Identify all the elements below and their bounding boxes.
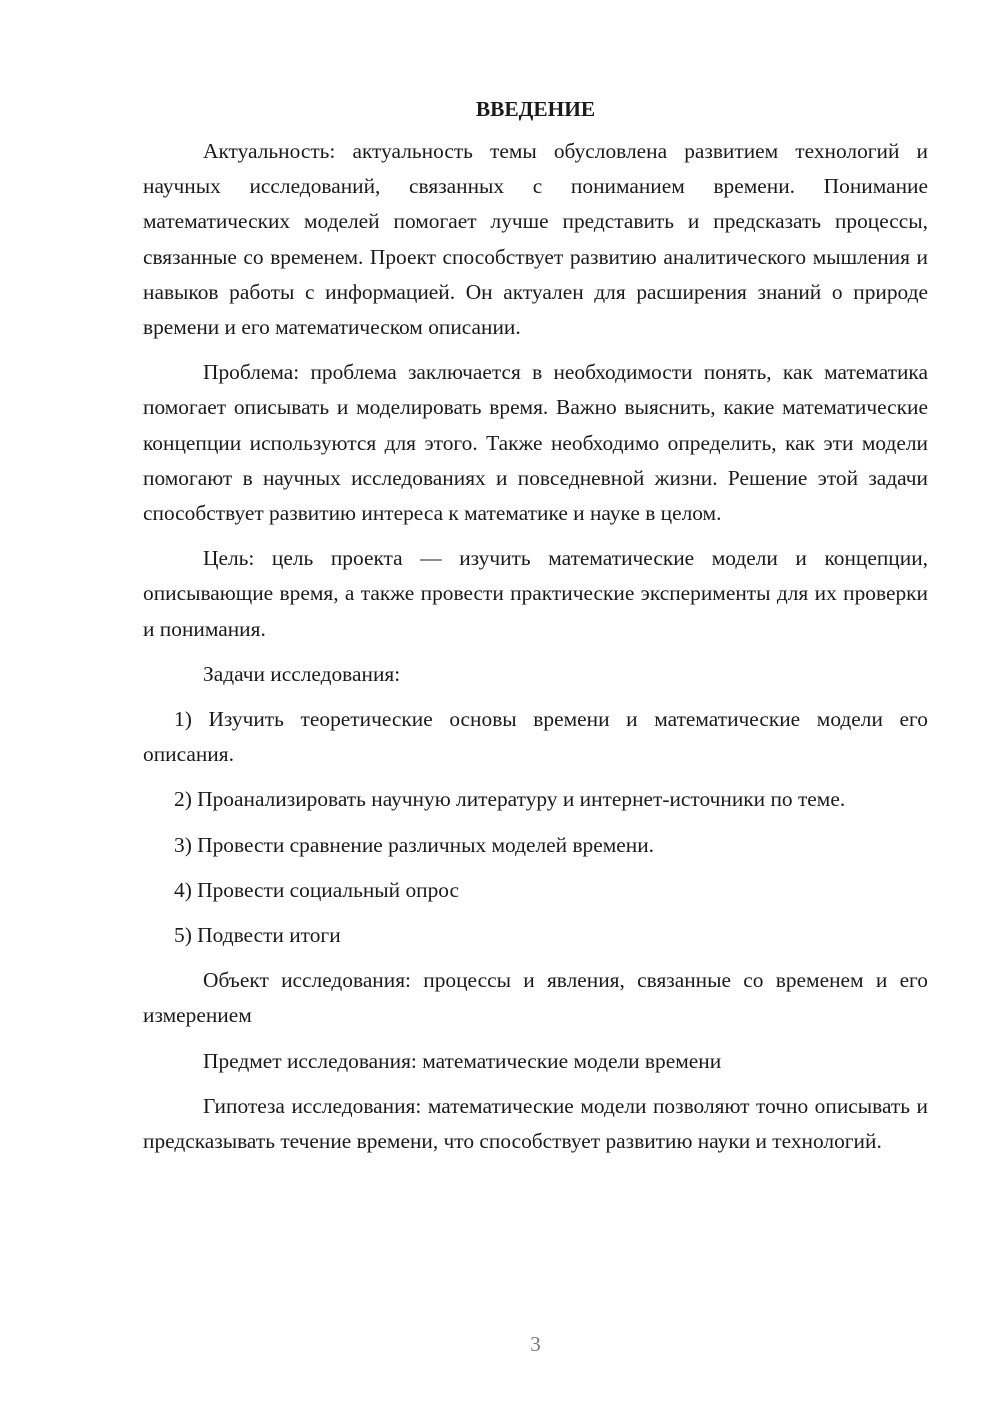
page-number: 3 [530,1332,541,1356]
object-paragraph: Объект исследования: процессы и явления, связанные со временем и его измерением [143,968,928,1028]
task-item-4: 4) Провести социальный опрос [174,877,460,902]
task-item-3: 3) Провести сравнение различных моделей времени. [174,832,655,857]
page-content [143,92,928,1169]
subject-paragraph: Предмет исследования: математические модели времени [203,1048,722,1073]
relevance-paragraph: Актуальность: актуальность темы обусловлена развитием технологий и научных исследований, связанных с пониманием времени. Понимание математических моделей помогает лучше представить и предсказать процессы, связанные со временем. Проект способствует развитию аналитического мышления и навыков работы с информацией. Он актуален для расширения знаний о природе времени и его математическом описании. [143,139,928,340]
task-item-5: 5) Подвести итоги [174,923,341,948]
task-item-1: 1) Изучить теоретические основы времени и математические модели его описания. [143,707,928,767]
hypothesis-paragraph: Гипотеза исследования: математические модели позволяют точно описывать и предсказывать течение времени, что способствует развитию науки и технологий. [143,1093,928,1154]
problem-paragraph: Проблема: проблема заключается в необходимости понять, как математика помогает описывать и моделировать время. Важно выяснить, какие математические концепции используются для этого. Также необходимо определить, как эти модели помогают в научных исследованиях и повседневной жизни. Решение этой задачи способствует развитию интереса к математике и науке в целом. [143,360,928,526]
task-item-2: 2) Проанализировать научную литературу и интернет-источники по теме. [174,787,846,812]
section-heading: ВВЕДЕНИЕ [475,97,596,121]
goal-paragraph: Цель: цель проекта — изучить математические модели и концепции, описывающие время, а также провести практические эксперименты для их проверки и понимания. [143,546,928,641]
tasks-heading: Задачи исследования: [203,661,401,686]
